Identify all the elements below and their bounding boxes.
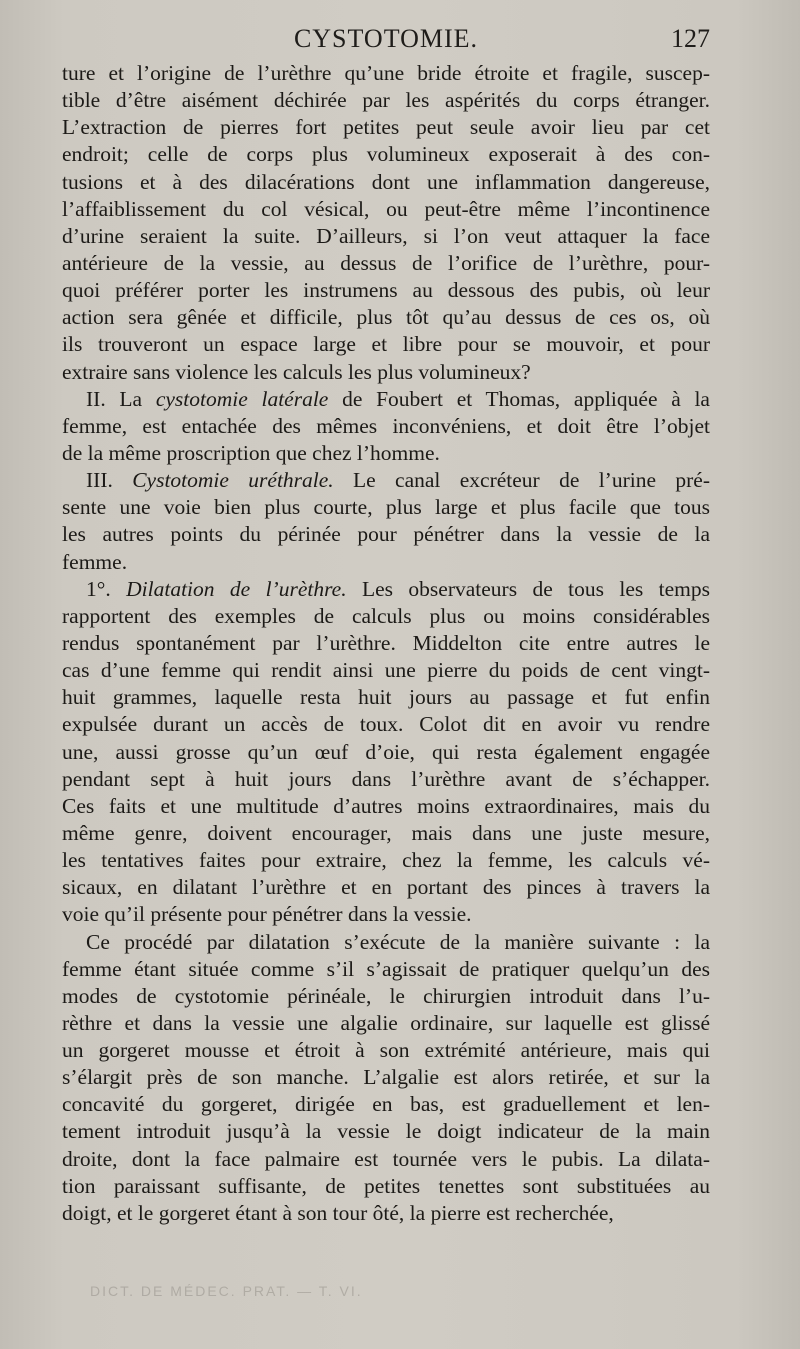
text-line: tible d’être aisément déchirée par les aspérités du corps étranger.: [62, 88, 710, 113]
text-line: Ce procédé par dilatation s’exécute de la manière suivante : la: [86, 929, 710, 954]
text-line: III. Cystotomie uréthrale. Le canal excréteur de l’urine pré-: [86, 468, 710, 493]
italic-term: cystotomie latérale: [155, 386, 329, 411]
text-line: Ces faits et une multitude d’autres moins extraordinaires, mais du: [62, 793, 710, 818]
text-line: de la même proscription que chez l’homme.: [62, 440, 440, 465]
body-text: [62, 60, 710, 1227]
text-line: extraire sans violence les calculs les plus volumineux?: [62, 359, 531, 384]
text-line: l’affaiblissement du col vésical, ou peut-être même l’incontinence: [62, 196, 710, 221]
text-line: antérieure de la vessie, au dessus de l’orifice de l’urèthre, pour-: [62, 250, 710, 275]
page-number: 127: [671, 24, 710, 53]
text-line: action sera gênée et difficile, plus tôt qu’au dessus de ces os, où: [62, 305, 710, 330]
text-line: modes de cystotomie périnéale, le chirurgien introduit dans l’u-: [62, 983, 710, 1008]
text-line: un gorgeret mousse et étroit à son extrémité antérieure, mais qui: [62, 1038, 710, 1063]
text-line: les tentatives faites pour extraire, chez la femme, les calculs vé-: [62, 848, 710, 873]
text-line: tion paraissant suffisante, de petites tenettes sont substituées au: [62, 1173, 710, 1198]
text-line: une, aussi grosse qu’un œuf d’oie, qui resta également engagée: [62, 739, 710, 764]
text-line: ils trouveront un espace large et libre pour se mouvoir, et pour: [62, 332, 710, 357]
text-line: voie qu’il présente pour pénétrer dans la vessie.: [62, 902, 472, 927]
text-line: pendant sept à huit jours dans l’urèthre avant de s’échapper.: [62, 766, 710, 791]
text-line: femme.: [62, 549, 128, 574]
text-line: 1°. Dilatation de l’urèthre. Les observateurs de tous les temps: [86, 576, 710, 601]
text-line: s’élargit près de son manche. L’algalie est alors retirée, et sur la: [62, 1065, 710, 1090]
text-line: femme étant située comme s’il s’agissait de pratiquer quelqu’un des: [62, 956, 710, 981]
text-line: même genre, doivent encourager, mais dans une juste mesure,: [62, 820, 710, 845]
text-line: II. La cystotomie latérale de Foubert et Thomas, appliquée à la: [86, 386, 710, 411]
footer-signature-mark: DICT. DE MÉDEC. PRAT. — T. VI.: [90, 1283, 363, 1299]
running-title: CYSTOTOMIE.: [293, 24, 479, 53]
text-line: quoi préférer porter les instrumens au dessous des pubis, où leur: [62, 278, 710, 303]
text-line: rendus spontanément par l’urèthre. Middelton cite entre autres le: [62, 630, 710, 655]
text-line: endroit; celle de corps plus volumineux exposerait à des con-: [62, 142, 710, 167]
text-line: doigt, et le gorgeret étant à son tour ôté, la pierre est recherchée,: [62, 1200, 614, 1225]
text-line: sente une voie bien plus courte, plus large et plus facile que tous: [62, 495, 710, 520]
text-line: rèthre et dans la vessie une algalie ordinaire, sur laquelle est glissé: [62, 1010, 710, 1035]
text-line: rapportent des exemples de calculs plus ou moins considérables: [62, 603, 710, 628]
text-line: d’urine seraient la suite. D’ailleurs, si l’on veut attaquer la face: [62, 223, 710, 248]
text-line: expulsée durant un accès de toux. Colot dit en avoir vu rendre: [62, 712, 710, 737]
text-line: femme, est entachée des mêmes inconvéniens, et doit être l’objet: [62, 413, 710, 438]
italic-term: Cystotomie uréthrale.: [132, 468, 334, 493]
text-line: huit grammes, laquelle resta huit jours au passage et fut enfin: [62, 685, 710, 710]
italic-term: Dilatation de l’urèthre.: [126, 576, 347, 601]
text-line: concavité du gorgeret, dirigée en bas, est graduellement et len-: [62, 1092, 710, 1117]
text-line: sicaux, en dilatant l’urèthre et en portant des pinces à travers la: [62, 875, 710, 900]
text-line: cas d’une femme qui rendit ainsi une pierre du poids de cent vingt-: [62, 658, 710, 683]
text-line: les autres points du périnée pour pénétrer dans la vessie de la: [62, 522, 710, 547]
text-line: L’extraction de pierres fort petites peut seule avoir lieu par cet: [62, 115, 710, 140]
running-header: [62, 24, 710, 58]
text-line: tusions et à des dilacérations dont une inflammation dangereuse,: [62, 169, 710, 194]
text-line: droite, dont la face palmaire est tournée vers le pubis. La dilata-: [62, 1146, 710, 1171]
text-line: tement introduit jusqu’à la vessie le doigt indicateur de la main: [62, 1119, 710, 1144]
text-line: ture et l’origine de l’urèthre qu’une bride étroite et fragile, suscep-: [62, 61, 710, 85]
